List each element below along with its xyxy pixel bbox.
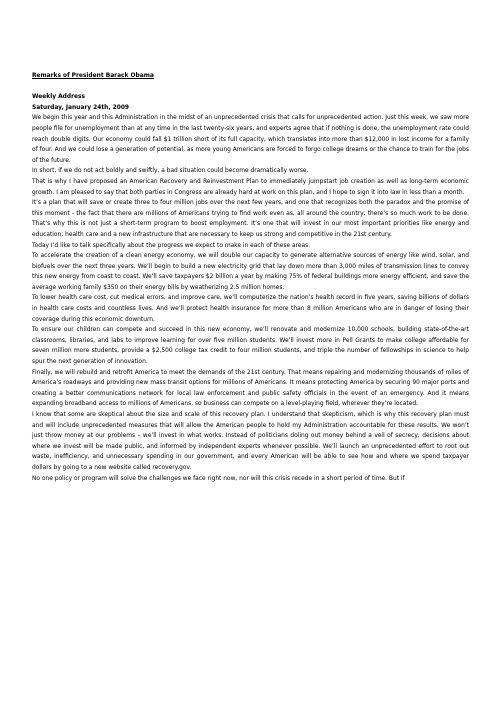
paragraph: I know that some are skeptical about the size and scale of this recovery plan. I understand that skepticism, which is why this recovery plan must and will include unprecedented measures that will allow the American people to hold my Administration accountable for these results. We won’t just throw money at our problems – we’ll invest in what works. Instead of politicians doling out money behind a veil of secrecy, decisions about where we invest will be made public, and informed by independent experts whenever possible. We’ll launch an unprecedented effort to root out waste, inefficiency, and unnecessary spending in our government, and every American will be able to see how and where we spend taxpayer dollars by going to a new website called recovery.gov.	[32, 412, 469, 471]
spacer	[32, 82, 469, 93]
paragraph: Finally, we will rebuild and retrofit America to meet the demands of the 21st century. That means repairing and modernizing thousands of miles of America’s roadways and providing new mass transit options for millions of Americans. It means protecting America by securing 90 major ports and creating a better communications network for local law enforcement and public safety officials in the event of an emergency. And it means expanding broadband access to millions of Americans, so business can compete on a level-playing field, wherever they’re located.	[32, 369, 469, 408]
document-title: Remarks of President Barack Obama	[32, 73, 154, 79]
paragraph: No one policy or program will solve the challenges we face right now, nor will this crisis recede in a short period of time. But if	[32, 475, 405, 482]
paragraph: To ensure our children can compete and succeed in this new economy, we’ll renovate and modernize 10,000 schools, building state-of-the-art classrooms, libraries, and labs to improve learning for over five million students. We’ll invest more in Pell Grants to make college affordable for seven million more students, provide a $2,500 college tax credit to four million students, and triple the number of fellowships in science to help spur the next generation of innovation.	[32, 327, 469, 366]
paragraph: It’s a plan that will save or create three to four million jobs over the next few years, and one that recognizes both the paradox and the promise of this moment - the fact that there are millions of Americans trying to find work even as, all around the country, there’s so much work to be done. That’s why this is not just a short-term program to boost employment. It’s one that will invest in our most important priorities like energy and education; health care and a new infrastructure that are necessary to keep us strong and competitive in the 21st century.	[32, 200, 469, 238]
paragraph: We begin this year and this Administration in the midst of an unprecedented crisis that calls for unprecedented action. Just this week, we saw more people file for unemployment than at any time in the last twenty-six years, and experts agree that if nothing is done, the unemployment rate could reach double digits. Our economy could fall $1 trillion short of its full capacity, which translates into more than $12,000 in lost income for a family of four. And we could lose a generation of potential, as more young Americans are forced to forgo college dreams or the chance to train for the jobs of the future.	[32, 115, 469, 164]
paragraph: To lower health care cost, cut medical errors, and improve care, we’ll computerize the nation’s health record in five years, saving billions of dollars in health care costs and countless lives. And we’ll protect health insurance for more than 8 million Americans who are in danger of losing their coverage during this economic downturn.	[32, 295, 469, 323]
paragraph: To accelerate the creation of a clean energy economy, we will double our capacity to generate alternative sources of energy like wind, solar, and biofuels over the next three years. We’ll begin to build a new electricity grid that lay down more than 3,000 miles of transmission lines to convey this new energy from coast to coast. We’ll save taxpayers $2 billion a year by making 75% of federal buildings more energy efficient, and save the average working family $350 on their energy bills by weatherizing 2.5 million homes.	[32, 253, 469, 291]
document-body	[32, 71, 469, 484]
paragraph: In short, if we do not act boldly and swiftly, a bad situation could become dramatically worse.	[32, 168, 309, 175]
document-subtitle: Weekly Address	[32, 94, 86, 101]
paragraph: Today I’d like to talk specifically about the progress we expect to make in each of these areas.	[32, 242, 311, 249]
document-date: Saturday, January 24th, 2009	[32, 104, 130, 111]
paragraph: That is why I have proposed an American Recovery and Reinvestment Plan to immediately jumpstart job creation as well as long-term economic growth. I am pleased to say that both parties in Congress are already hard at work on this plan, and I hope to sign it into law in less than a month.	[32, 178, 469, 196]
